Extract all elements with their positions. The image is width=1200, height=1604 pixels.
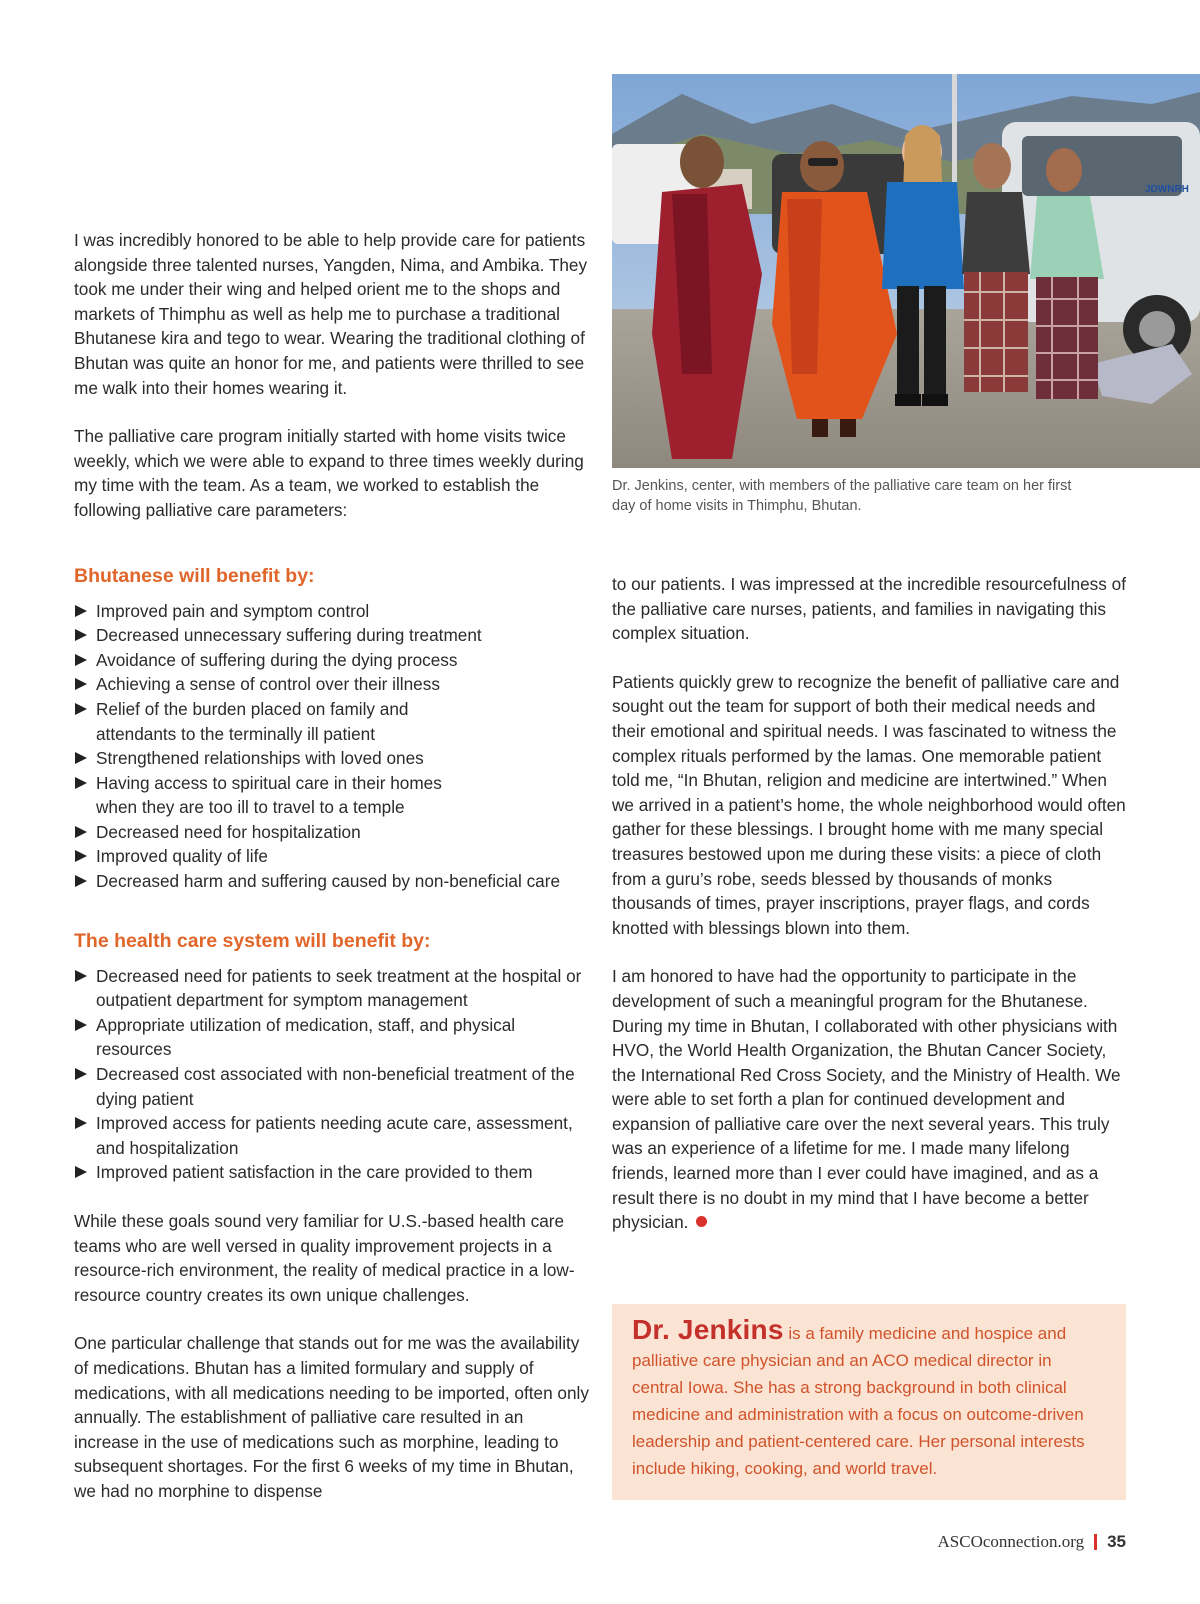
van-lettering: JDWNRH (1145, 184, 1189, 195)
list-item: Strengthened relationships with loved ones (74, 746, 590, 771)
triangle-bullet-icon (75, 703, 87, 715)
list-item: Improved access for patients needing acute care, assessment, and hospitalization (74, 1111, 590, 1160)
list-item: Decreased cost associated with non-beneficial treatment of the dying patient (74, 1062, 590, 1111)
list-item: Decreased unnecessary suffering during treatment (74, 623, 590, 648)
triangle-bullet-icon (75, 629, 87, 641)
right-column (612, 572, 1128, 1235)
triangle-bullet-icon (75, 875, 87, 887)
triangle-bullet-icon (75, 1068, 87, 1080)
team-photo (612, 74, 1200, 468)
triangle-bullet-icon (75, 1019, 87, 1031)
section-heading-health-system: The health care system will benefit by: (74, 929, 431, 952)
end-of-article-dot-icon (696, 1216, 707, 1227)
list-item: Appropriate utilization of medication, staff, and physical resources (74, 1013, 590, 1062)
intro-paragraph-1: I was incredibly honored to be able to help provide care for patients alongside three talented nurses, Yangden, Nima, and Ambika. They took me under their wing and helped orient me to the shops and markets of Thimphu as well as help me to purchase a traditional Bhutanese kira and tego to wear. Wearing the traditional clothing of Bhutan was quite an honor for me, and patients were thrilled to see me walk into their homes wearing it. (74, 230, 588, 398)
list-item: Decreased need for hospitalization (74, 820, 590, 845)
team-photo-illustration (612, 74, 1200, 468)
left-column (74, 228, 590, 1504)
intro-paragraph-2: The palliative care program initially started with home visits twice weekly, which we were able to expand to three times weekly during my time with the team. As a team, we worked to establish the following palliative care parameters: (74, 426, 584, 520)
author-bio (632, 1316, 1106, 1482)
photo-caption: Dr. Jenkins, center, with members of the palliative care team on her first day of home visits in Thimphu, Bhutan. (612, 478, 1072, 514)
list-item: Relief of the burden placed on family and attendants to the terminally ill patient (74, 697, 590, 746)
triangle-bullet-icon (75, 605, 87, 617)
list-item: Improved quality of life (74, 844, 590, 869)
triangle-bullet-icon (75, 654, 87, 666)
list-item: Having access to spiritual care in their homes when they are too ill to travel to a temple (74, 771, 590, 820)
right-paragraph-3-text: I am honored to have had the opportunity to participate in the development of such a meaningful program for the Bhutanese. During my time in Bhutan, I collaborated with other physicians with HVO, the World Health Organization, the Bhutan Cancer Society, the International Red Cross Society, and the Ministry of Health. We were able to set forth a plan for continued development and expansion of palliative care over the next several years. This truly was an experience of a lifetime for me. I made many lifelong friends, learned more than I ever could have imagined, and as a result there is no doubt in my mind that I have become a better physician. (612, 966, 1121, 1233)
footer-divider (1094, 1534, 1097, 1550)
footer-site: ASCOconnection.org (937, 1532, 1085, 1551)
author-name: Dr. Jenkins (632, 1314, 784, 1345)
page-footer (938, 1530, 1126, 1554)
right-paragraph-3 (612, 964, 1128, 1235)
list-item: Improved pain and symptom control (74, 599, 590, 624)
health-system-benefits-list (74, 964, 590, 1185)
list-item: Decreased need for patients to seek treatment at the hospital or outpatient department for symptom management (74, 964, 590, 1013)
list-item: Improved patient satisfaction in the care provided to them (74, 1160, 590, 1185)
closing-paragraph-2: One particular challenge that stands out for me was the availability of medications. Bhutan has a limited formulary and supply of medications, with all medications needing to be imported, often only annually. The establishment of palliative care resulted in an increase in the use of medications such as morphine, leading to subsequent shortages. For the first 6 weeks of my time in Bhutan, we had no morphine to dispense (74, 1333, 589, 1501)
list-item: Avoidance of suffering during the dying process (74, 648, 590, 673)
closing-paragraph-1: While these goals sound very familiar for U.S.-based health care teams who are well versed in quality improvement projects in a resource-rich environment, the reality of medical practice in a low-resource country creates its own unique challenges. (74, 1211, 575, 1305)
triangle-bullet-icon (75, 777, 87, 789)
bhutanese-benefits-list (74, 599, 590, 894)
triangle-bullet-icon (75, 826, 87, 838)
triangle-bullet-icon (75, 850, 87, 862)
author-bio-box (612, 1304, 1126, 1500)
triangle-bullet-icon (75, 970, 87, 982)
triangle-bullet-icon (75, 752, 87, 764)
triangle-bullet-icon (75, 678, 87, 690)
page-number: 35 (1107, 1532, 1126, 1551)
list-item: Decreased harm and suffering caused by non-beneficial care (74, 869, 590, 894)
triangle-bullet-icon (75, 1166, 87, 1178)
right-paragraph-2: Patients quickly grew to recognize the benefit of palliative care and sought out the team for support of both their medical needs and their emotional and spiritual needs. I was fascinated to witness the complex rituals performed by the lamas. One memorable patient told me, “In Bhutan, religion and medicine are intertwined.” When we arrived in a patient’s home, the whole neighborhood would often gather for these blessings. I brought home with me many special treasures bestowed upon me during these visits: a piece of cloth from a guru’s robe, seeds blessed by thousands of monks thousands of times, prayer inscriptions, prayer flags, and cords knotted with blessings blown into them. (612, 671, 1126, 938)
right-paragraph-1: to our patients. I was impressed at the incredible resourcefulness of the palliative care nurses, patients, and families in navigating this complex situation. (612, 574, 1126, 644)
section-heading-bhutanese: Bhutanese will benefit by: (74, 564, 315, 587)
author-bio-text: is a family medicine and hospice and palliative care physician and an ACO medical director in central Iowa. She has a strong background in both clinical medicine and administration with a focus on outcome-driven leadership and patient-centered care. Her personal interests include hiking, cooking, and world travel. (632, 1324, 1085, 1478)
triangle-bullet-icon (75, 1117, 87, 1129)
list-item: Achieving a sense of control over their illness (74, 672, 590, 697)
